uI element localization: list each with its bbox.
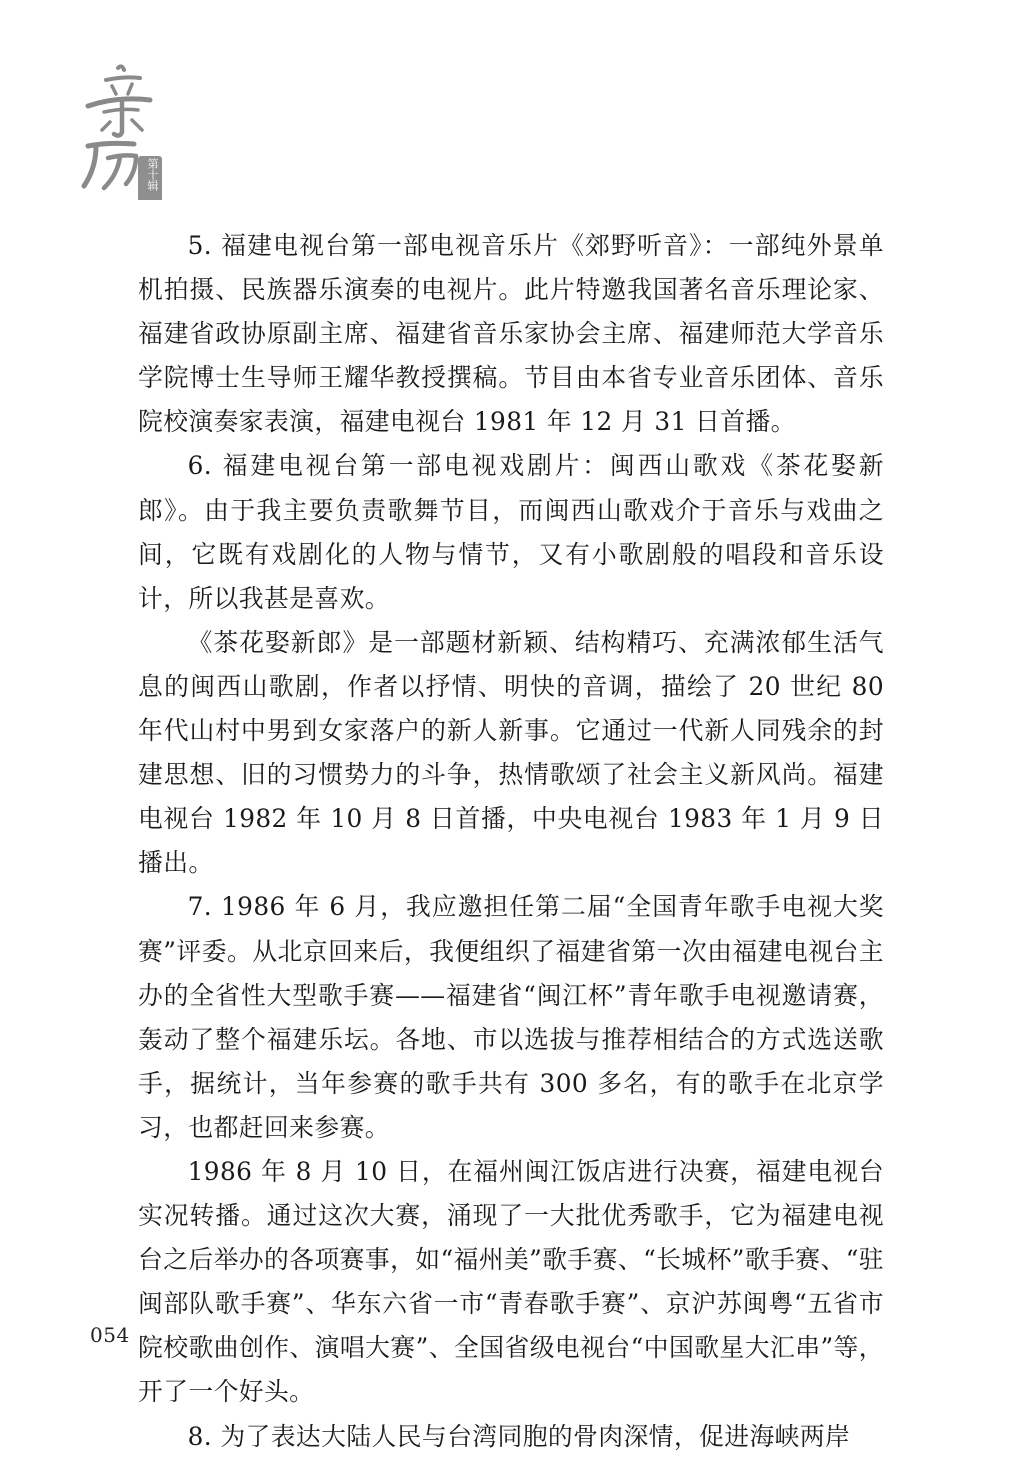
book-logo (78, 60, 178, 200)
paragraph: 7. 1986 年 6 月，我应邀担任第二届“全国青年歌手电视大奖赛”评委。从北京回来后，我便组织了福建省第一次由福建电视台主办的全省性大型歌手赛——福建省“闽江杯”青年歌手电视邀请赛，轰动了整个福建乐坛。各地、市以选拔与推荐相结合的方式选送歌手，据统计，当年参赛的歌手共有 300 多名，有的歌手在北京学习，也都赶回来参赛。 (138, 892, 884, 1142)
volume-label: 第十辑 (146, 158, 159, 191)
paragraph: 《茶花娶新郎》是一部题材新颖、结构精巧、充满浓郁生活气息的闽西山歌剧，作者以抒情、明快的音调，描绘了 20 世纪 80 年代山村中男到女家落户的新人新事。它通过一代新人同残余的封建思想、旧的习惯势力的斗争，热情歌颂了社会主义新风尚。福建电视台 1982 年 10 月 8 日首播，中央电视台 1983 年 1 月 9 日播出。 (138, 627, 884, 878)
paragraph: 1986 年 8 月 10 日，在福州闽江饭店进行决赛，福建电视台实况转播。通过这次大赛，涌现了一大批优秀歌手，它为福建电视台之后举办的各项赛事，如“福州美”歌手赛、“长城杯”歌手赛、“驻闽部队歌手赛”、华东六省一市“青春歌手赛”、京沪苏闽粤“五省市院校歌曲创作、演唱大赛”、全国省级电视台“中国歌星大汇串”等，开了一个好头。 (138, 1156, 884, 1407)
paragraph: 8. 为了表达大陆人民与台湾同胞的骨肉深情，促进海峡两岸 (187, 1421, 851, 1451)
page-number: 054 (90, 1323, 130, 1347)
paragraph: 6. 福建电视台第一部电视戏剧片：闽西山歌戏《茶花娶新郎》。由于我主要负责歌舞节目，而闽西山歌戏介于音乐与戏曲之间，它既有戏剧化的人物与情节，又有小歌剧般的唱段和音乐设计，所以我甚是喜欢。 (138, 451, 884, 613)
logo-calligraphy-icon (78, 60, 178, 200)
article-body (138, 224, 884, 1459)
paragraph: 5. 福建电视台第一部电视音乐片《郊野听音》：一部纯外景单机拍摄、民族器乐演奏的电视片。此片特邀我国著名音乐理论家、福建省政协原副主席、福建省音乐家协会主席、福建师范大学音乐学院博士生导师王耀华教授撰稿。节目由本省专业音乐团体、音乐院校演奏家表演，福建电视台 1981 年 12 月 31 日首播。 (138, 231, 884, 437)
